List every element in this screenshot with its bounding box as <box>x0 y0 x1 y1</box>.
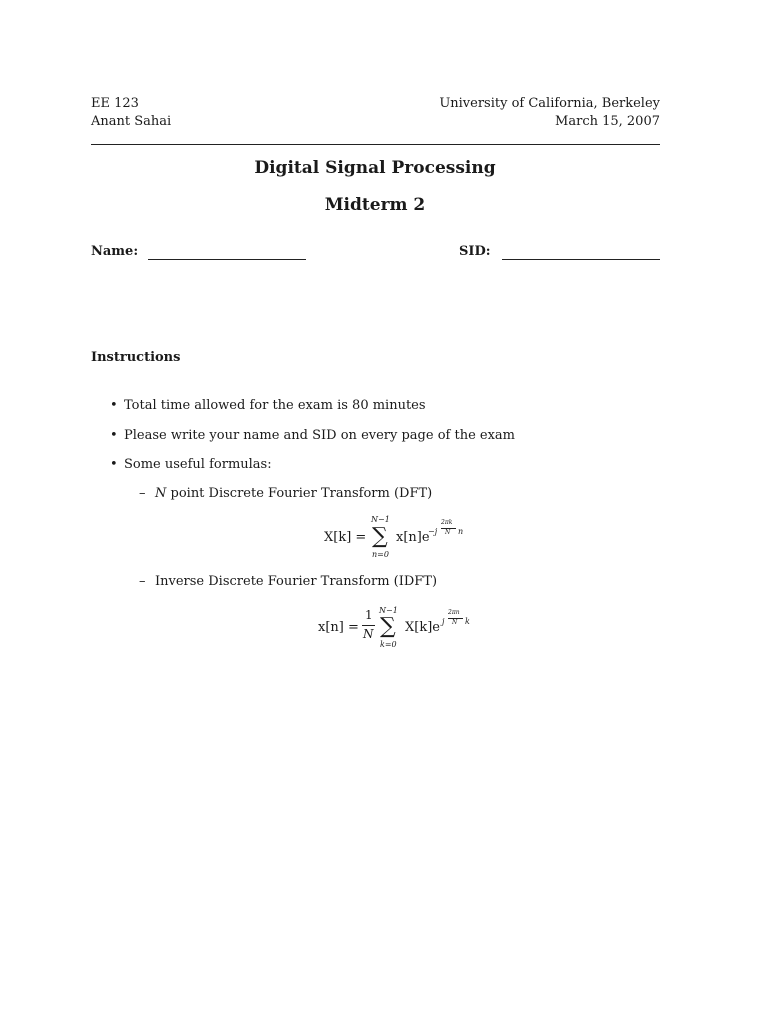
name-label: Name: <box>91 244 139 259</box>
sum-symbol-icon: ∑ <box>380 614 396 639</box>
dft-sum-upper: N−1 <box>371 515 390 524</box>
idft-frac-den: N <box>363 627 374 641</box>
idft-sum-lower: k=0 <box>380 640 397 649</box>
instructor-name: Anant Sahai <box>91 114 172 129</box>
idft-frac-bar <box>362 625 375 626</box>
header-left <box>91 95 171 131</box>
list-item <box>110 398 426 413</box>
idft-exp-prefix: j <box>442 617 445 626</box>
sub-list-item-dft <box>139 486 432 501</box>
instructions-heading: Instructions <box>91 350 181 365</box>
bullet-icon: • <box>110 398 118 413</box>
dash-icon: – <box>139 574 146 589</box>
dft-exp-prefix: −j <box>428 527 438 536</box>
sid-label: SID: <box>459 244 491 259</box>
idft-term: X[k]e <box>405 620 440 635</box>
sub-list-item-idft <box>139 574 437 589</box>
idft-exp-den: N <box>452 619 458 626</box>
sum-symbol-icon: ∑ <box>372 524 388 549</box>
idft-formula <box>318 606 488 652</box>
bullet-text: Some useful formulas: <box>124 457 272 472</box>
course-code: EE 123 <box>91 96 139 111</box>
idft-lhs: x[n] = <box>318 620 359 635</box>
bullet-icon: • <box>110 428 118 443</box>
dft-formula <box>324 515 484 559</box>
dft-exp-den: N <box>445 529 451 536</box>
dft-description: point Discrete Fourier Transform (DFT) <box>166 486 433 501</box>
name-field-line[interactable] <box>148 259 306 260</box>
bullet-text: Total time allowed for the exam is 80 minutes <box>124 398 426 413</box>
idft-exp-num: 2πn <box>448 609 460 616</box>
list-item <box>110 428 515 443</box>
header-right <box>439 95 660 131</box>
exam-subtitle: Midterm 2 <box>324 195 426 215</box>
exam-title: Digital Signal Processing <box>254 158 496 178</box>
dft-exp-suffix: n <box>458 527 464 536</box>
exam-date: March 15, 2007 <box>555 114 660 129</box>
idft-sum-upper: N−1 <box>379 606 398 615</box>
university-name: University of California, Berkeley <box>439 96 660 111</box>
list-item <box>110 457 272 472</box>
sid-field-line[interactable] <box>502 259 660 260</box>
dft-variable: N <box>155 486 167 501</box>
idft-frac-num: 1 <box>365 608 373 622</box>
dft-exp-num: 2πk <box>441 519 453 526</box>
dft-lhs: X[k] = <box>324 530 367 545</box>
header-divider <box>91 144 660 145</box>
idft-exp-suffix: k <box>465 617 470 626</box>
dft-term: x[n]e <box>396 530 430 545</box>
idft-description: Inverse Discrete Fourier Transform (IDFT) <box>155 574 438 589</box>
bullet-text: Please write your name and SID on every page of the exam <box>124 428 516 443</box>
bullet-icon: • <box>110 457 118 472</box>
dft-sum-lower: n=0 <box>372 550 389 559</box>
dash-icon: – <box>139 486 146 501</box>
